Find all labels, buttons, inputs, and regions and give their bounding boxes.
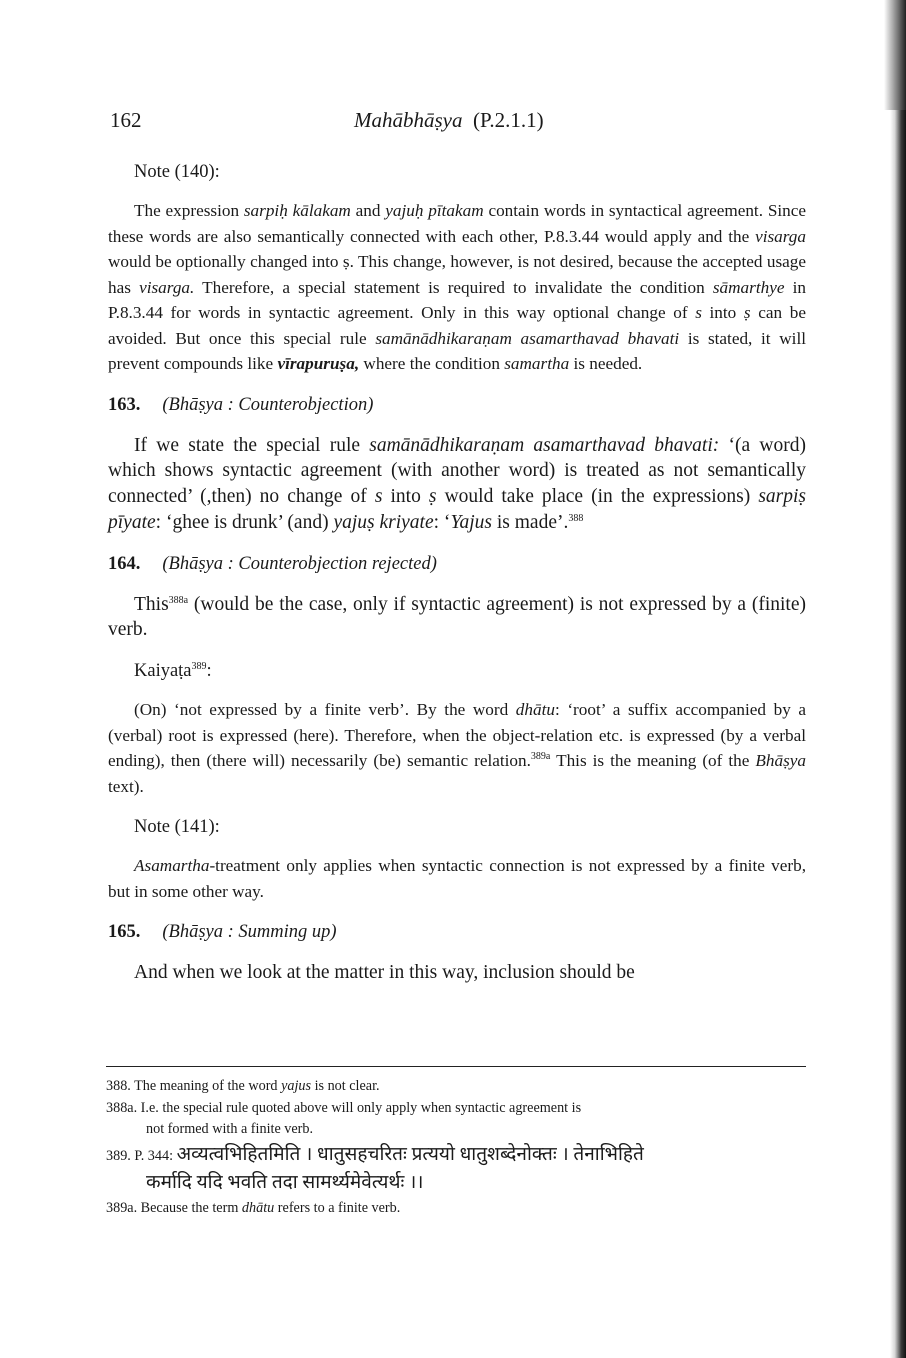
footnote-ref-388: 388 xyxy=(568,512,584,524)
footnote-ref-389: 389 xyxy=(191,661,207,673)
footnote-rule xyxy=(106,1066,806,1067)
note-141-paragraph: Asamartha-treatment only applies when syntactic connection is not expressed by a finite verb, but in some other way. xyxy=(108,856,806,901)
section-165-heading: 165. (Bhāṣya : Summing up) xyxy=(108,922,337,943)
running-head xyxy=(110,108,806,138)
kaiyata-paragraph: (On) ‘not expressed by a finite verb’. By the word dhātu: ‘root’ a suffix accompanied by a (verbal) root is expressed (here). Therefore, when the object-relation etc. is expressed (by a verbal ending), then (there will) necessarily (be) semantic relation.$^{389a}$ This is the meaning (of the Bhāṣya text). xyxy=(108,700,806,796)
note-140-paragraph: The expression sarpiḥ kālakam and yajuḥ pītakam contain words in syntactical agreement. Since these words are also semantically connected with each other, P.8.3.44 would apply and the visarga would be optionally changed into ṣ. This change, however, is not desired, because the accepted usage has visarga. Therefore, a special statement is required to invalidate the condition sāmarthye in P.8.3.44 for words in syntactic agreement. Only in this way optional change of s into ṣ can be avoided. But once this special rule samānādhikaraṇam asamarthavad bhavati is stated, it will prevent compounds like vīrapuruṣa, where the condition samartha is needed. xyxy=(108,201,806,373)
page-number: 162 xyxy=(110,108,142,132)
kaiyata-label: Kaiyaṭa$^{389}$: xyxy=(134,661,212,682)
note-141-label: Note (141): xyxy=(134,817,220,838)
footnote-ref-389a: 389a xyxy=(530,751,551,763)
section-164-paragraph: This$^{388a}$ (would be the case, only if syntactic agreement) is not expressed by a (finite) verb. xyxy=(108,593,806,641)
footnote-389: 389. P. 344: अव्यत्वभिहितमिति । धातुसहचरितः प्रत्ययो धातुशब्देनोक्तः । तेनाभिहिते कर्मादि यदि भवति तदा सामर्थ्यमेवेत्यर्थः ।। xyxy=(106,1144,644,1193)
section-165-paragraph: And when we look at the matter in this way, inclusion should be xyxy=(134,962,635,984)
section-163-heading: 163. (Bhāṣya : Counterobjection) xyxy=(108,394,374,415)
footnotes xyxy=(106,1076,806,1220)
footnote-388: 388. The meaning of the word yajus is not clear. xyxy=(106,1078,380,1094)
page-binding-shadow xyxy=(890,0,906,1358)
section-164-heading: 164. (Bhāṣya : Counterobjection rejected) xyxy=(108,553,437,574)
footnote-388a: 388a. I.e. the special rule quoted above will only apply when syntactic agreement is not formed with a finite verb. xyxy=(106,1100,582,1137)
page-corner-shadow xyxy=(884,0,906,110)
running-title: Mahābhāṣya (P.2.1.1) xyxy=(354,108,544,132)
note-140-label: Note (140): xyxy=(134,162,220,182)
footnote-ref-388a: 388a xyxy=(168,594,189,606)
section-163-paragraph: If we state the special rule samānādhikaraṇam asamarthavad bhavati: ‘(a word) which shows syntactic agreement (with another word) is treated as not semantically connected’ (,then) no change of s into ṣ would take place (in the expressions) sarpiṣ pīyate: ‘ghee is drunk’ (and) yajuṣ kriyate: ‘Yajus is made’.$^{388}$ xyxy=(108,434,806,533)
main-text xyxy=(108,160,806,1002)
footnote-389a: 389a. Because the term dhātu refers to a finite verb. xyxy=(106,1200,401,1216)
